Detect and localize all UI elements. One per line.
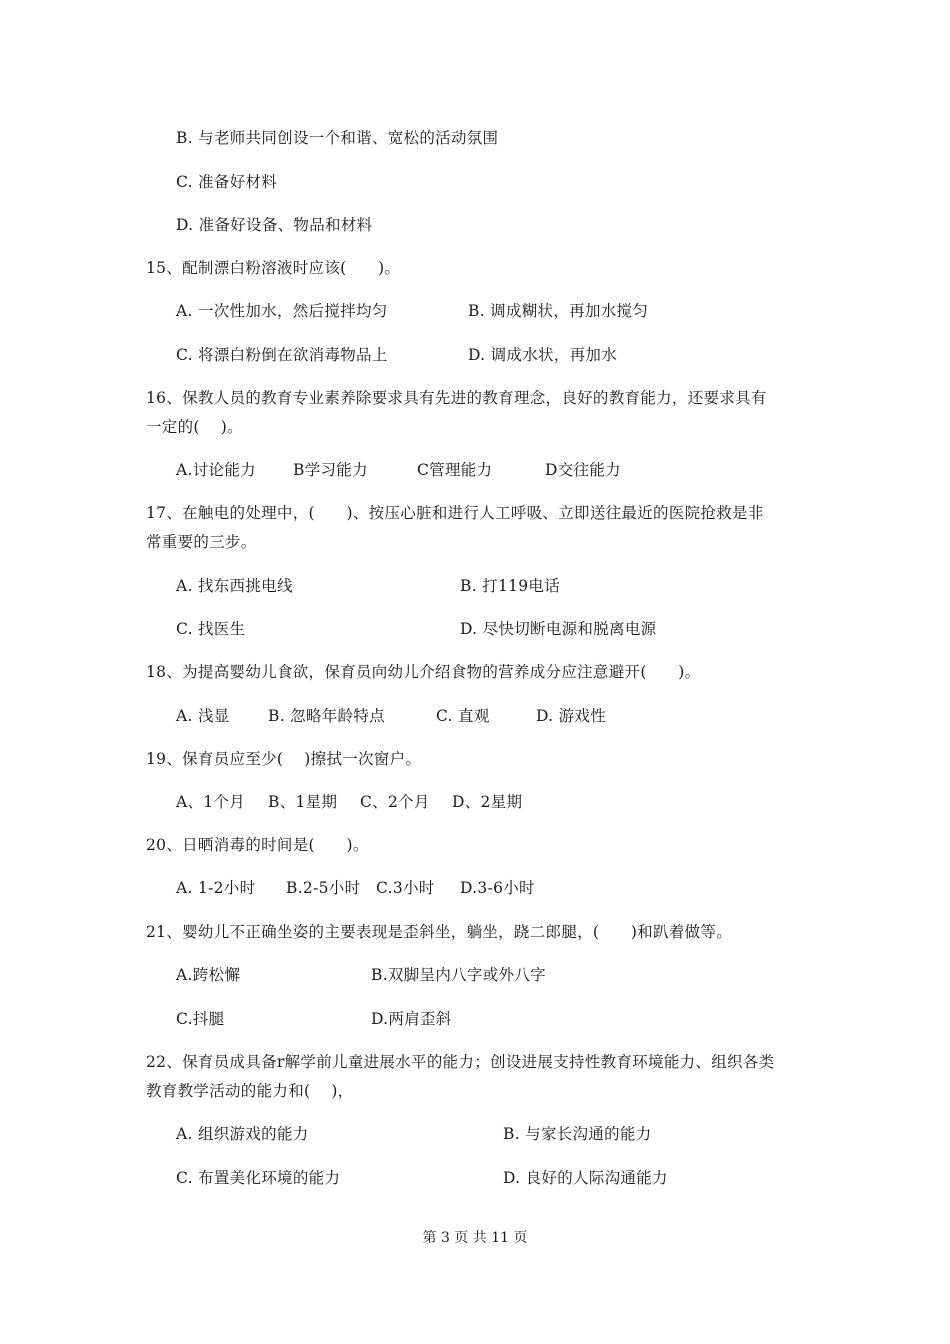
- option-item: D. 调成水状，再加水: [468, 346, 618, 364]
- option-item: B. 与家长沟通的能力: [503, 1125, 652, 1143]
- question-text: 18、为提高婴幼儿食欲，保育员向幼儿介绍食物的营养成分应注意避开( )。: [146, 663, 701, 681]
- option-item: B.2-5小时: [286, 879, 361, 897]
- option-item: B. 打119电话: [460, 577, 561, 595]
- option-item: A、1个月: [176, 793, 246, 811]
- option-item: D.两肩歪斜: [371, 1010, 452, 1028]
- option-item: D. 准备好设备、物品和材料: [176, 216, 373, 234]
- option-item: C. 准备好材料: [176, 173, 278, 191]
- option-item: A.讨论能力: [176, 461, 256, 479]
- option-item: D、2星期: [452, 793, 523, 811]
- option-item: A. 浅显: [176, 707, 230, 725]
- option-item: C.抖腿: [176, 1010, 225, 1028]
- option-item: D. 尽快切断电源和脱离电源: [460, 620, 657, 638]
- question-text: 22、保育员成具备r解学前儿童进展水平的能力；创设进展支持性教育环境能力、组织各类: [146, 1053, 775, 1071]
- option-item: B. 忽略年龄特点: [268, 707, 385, 725]
- option-item: B学习能力: [293, 461, 368, 479]
- option-item: C. 布置美化环境的能力: [176, 1169, 341, 1187]
- question-text: 20、日晒消毒的时间是( )。: [146, 836, 369, 854]
- question-text: 常重要的三步。: [146, 533, 257, 551]
- option-item: A. 1-2小时: [176, 879, 256, 897]
- question-text: 15、配制漂白粉溶液时应该( )。: [146, 259, 401, 277]
- option-item: D.3-6小时: [460, 879, 535, 897]
- option-item: C. 将漂白粉倒在欲消毒物品上: [176, 346, 388, 364]
- option-item: B.双脚呈内八字或外八字: [371, 966, 546, 984]
- option-item: A. 找东西挑电线: [176, 577, 293, 595]
- option-item: B. 调成糊状，再加水搅匀: [468, 302, 649, 320]
- option-item: A. 组织游戏的能力: [176, 1125, 309, 1143]
- option-item: C. 找医生: [176, 620, 246, 638]
- option-item: C.3小时: [376, 879, 435, 897]
- question-text: 教育教学活动的能力和( )，: [146, 1082, 354, 1100]
- option-item: D. 良好的人际沟通能力: [503, 1169, 668, 1187]
- option-item: C. 直观: [436, 707, 490, 725]
- option-item: D. 游戏性: [536, 707, 607, 725]
- question-text: 17、在触电的处理中，( )、按压心脏和进行人工呼吸、立即送往最近的医院抢救是非: [146, 504, 764, 522]
- option-item: C管理能力: [417, 461, 493, 479]
- question-text: 16、保教人员的教育专业素养除要求具有先进的教育理念，良好的教育能力，还要求具有: [146, 389, 767, 407]
- question-text: 19、保育员应至少( )擦拭一次窗户。: [146, 750, 422, 768]
- option-item: D交往能力: [545, 461, 621, 479]
- option-item: C、2个月: [360, 793, 430, 811]
- option-item: B、1星期: [268, 793, 338, 811]
- option-item: A.跨松懈: [176, 966, 241, 984]
- page-footer: 第 3 页 共 11 页: [422, 1230, 528, 1246]
- question-text: 一定的( )。: [146, 418, 243, 436]
- question-text: 21、婴幼儿不正确坐姿的主要表现是歪斜坐，躺坐，跷二郎腿，( )和趴着做等。: [146, 923, 733, 941]
- option-item: B. 与老师共同创设一个和谐、宽松的活动氛围: [176, 129, 499, 147]
- option-item: A. 一次性加水，然后搅拌均匀: [176, 302, 388, 320]
